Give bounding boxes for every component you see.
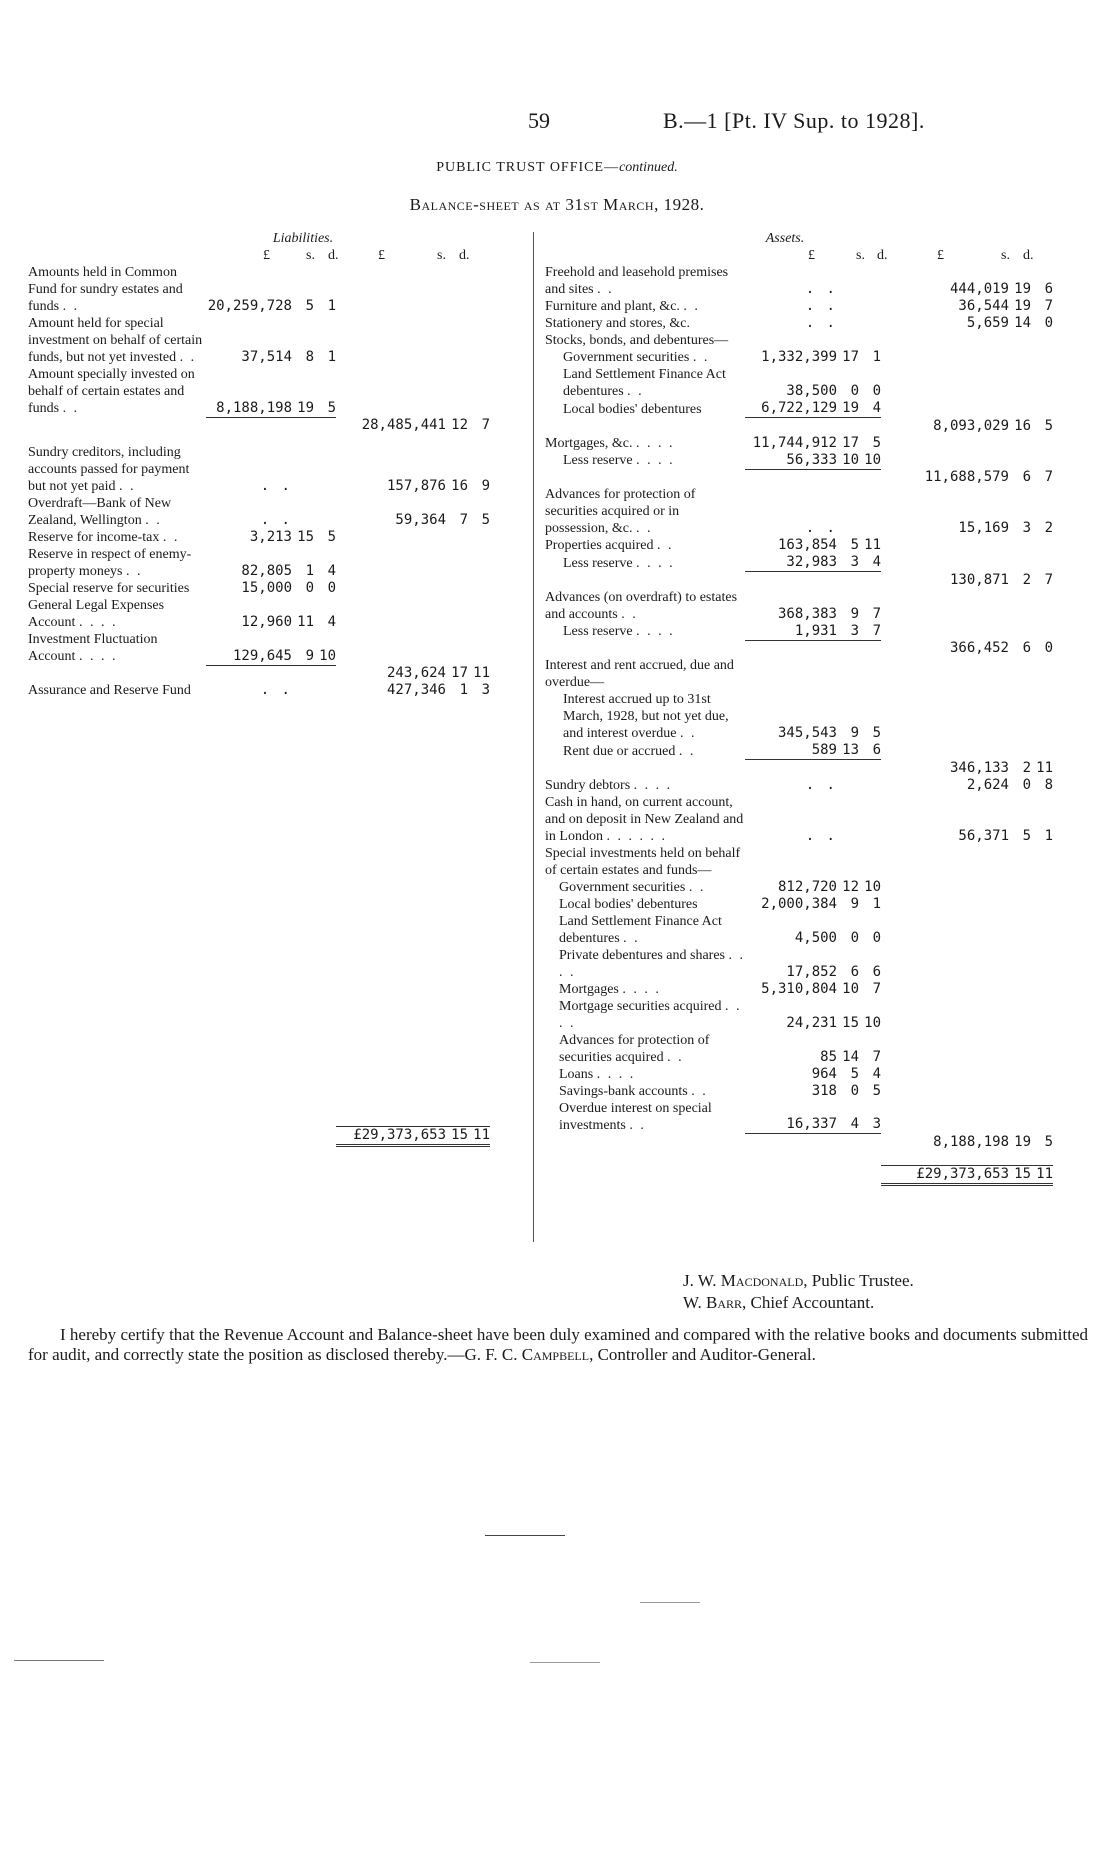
subtotal-row <box>545 760 1053 777</box>
audit-certificate: I hereby certify that the Revenue Account and Balance-sheet have been duly examined and compared with the relative books and documents submitted for audit, and correctly state the position as disclosed thereby.—G. F. C. Campbell, Controller and Auditor-General. <box>28 1325 1088 1364</box>
asset-pence: 6 <box>872 742 881 758</box>
asset-shillings: 5 <box>850 1065 859 1082</box>
liab-total-pence: 11 <box>468 1127 490 1146</box>
liab-label: Reserve for income-tax . . <box>28 530 180 545</box>
asset-pence: 1 <box>872 349 881 365</box>
asset-shillings: 10 <box>842 980 859 997</box>
liab-label: Investment Fluctuation Account . . . . <box>28 632 158 664</box>
liab-pounds: 20,259,728 <box>207 298 292 314</box>
asset-label: Local bodies' debentures <box>559 896 698 912</box>
asset-pounds: 15,169 <box>958 520 1009 536</box>
liabilities-title: Liabilities. <box>272 231 334 246</box>
liab-pence: 5 <box>481 512 490 528</box>
asset-pence: 7 <box>872 980 881 997</box>
asset-label: Private debentures and shares . . . . <box>559 947 745 980</box>
liab-d-header: d. <box>328 248 339 263</box>
liab-pound-header: £ <box>263 248 270 263</box>
asset-pence: 7 <box>872 605 881 622</box>
asset-label: Advances for protection of securities acquired or in possession, &c. . . <box>545 487 696 536</box>
liab-subtotal-pence: 7 <box>481 417 490 433</box>
liab-shillings: 16 <box>451 478 468 494</box>
table-row <box>545 947 1053 981</box>
decorative-rule <box>530 1662 600 1663</box>
column-divider <box>533 232 534 1242</box>
asset-pence: 0 <box>872 929 881 946</box>
table-row <box>28 597 490 631</box>
liab-pounds: 37,514 <box>241 349 292 365</box>
table-row <box>28 264 490 315</box>
assets-column <box>545 230 1053 1186</box>
balance-sheet-title: Balance-sheet as at 31st March, 1928. <box>409 195 705 214</box>
asset-label: Land Settlement Finance Act debentures . . <box>559 913 722 946</box>
asset-pounds: 812,720 <box>777 878 837 895</box>
liab-shillings: 15 <box>297 529 314 545</box>
asset-subtotal-pence: 5 <box>1044 1133 1053 1150</box>
asset-label: Overdue interest on special investments . . <box>559 1100 712 1133</box>
liab-s-header-2: s. <box>437 248 446 263</box>
table-row <box>545 264 1053 298</box>
table-row <box>545 691 1053 742</box>
asset-subtotal-shillings: 2 <box>1022 759 1031 776</box>
asset-pence: 3 <box>872 1116 881 1132</box>
asset-pounds: 4,500 <box>794 929 837 946</box>
table-row <box>545 298 1053 315</box>
subtotal-row <box>28 417 490 434</box>
asset-shillings: 9 <box>850 605 859 622</box>
liab-label: Amounts held in Common Fund for sundry estates and funds . . <box>28 265 183 314</box>
asset-pence: 5 <box>872 1082 881 1099</box>
asset-group-label: Special investments held on behalf of certain estates and funds— <box>545 845 741 878</box>
asset-pounds: 2,000,384 <box>761 895 837 912</box>
table-row <box>545 777 1053 794</box>
asset-pounds: 38,500 <box>786 383 837 399</box>
asset-pence: 7 <box>872 1048 881 1065</box>
subtotal-row <box>545 640 1053 657</box>
asset-label: Mortgage securities acquired . . . . <box>559 998 742 1031</box>
liab-label: Reserve in respect of enemy-property moneys . . <box>28 547 192 579</box>
asset-label: Freehold and leasehold premises and sites . . <box>545 265 729 297</box>
table-row <box>545 794 1053 845</box>
asset-dots: . . <box>805 298 837 314</box>
asset-pence: 10 <box>864 878 881 895</box>
asset-label: Savings-bank accounts . . <box>559 1083 708 1099</box>
decorative-rule <box>14 1660 104 1661</box>
asset-label: Furniture and plant, &c. . . <box>545 299 700 314</box>
asset-subtotal-shillings: 6 <box>1022 640 1031 656</box>
asset-pounds: 444,019 <box>949 281 1009 297</box>
table-row <box>28 546 490 580</box>
asset-subtotal-pounds: 366,452 <box>949 640 1009 656</box>
liab-pence: 3 <box>481 682 490 698</box>
asset-pence: 6 <box>1044 281 1053 297</box>
asset-shillings: 9 <box>850 895 859 912</box>
liab-pound-header-2: £ <box>378 248 385 263</box>
liab-total-shillings: 15 <box>446 1127 468 1146</box>
table-row <box>545 1032 1053 1066</box>
liab-label: Special reserve for securities <box>28 581 190 596</box>
subtotal-row <box>545 1134 1053 1151</box>
asset-pence: 6 <box>872 963 881 980</box>
table-row <box>545 998 1053 1032</box>
asset-dots: . . <box>805 827 837 844</box>
asset-pence: 4 <box>872 1065 881 1082</box>
table-row <box>545 349 1053 366</box>
liab-label: General Legal Expenses Account . . . . <box>28 598 165 630</box>
page-number: 59 <box>528 108 550 133</box>
asset-shillings: 15 <box>842 1014 859 1031</box>
table-row <box>28 529 490 546</box>
asset-shillings: 9 <box>850 725 859 741</box>
liab-shillings: 8 <box>305 349 314 365</box>
asset-shillings: 10 <box>842 451 859 468</box>
table-row <box>545 879 1053 896</box>
liab-d-header-2: d. <box>459 248 470 263</box>
group-header-row <box>545 845 1053 879</box>
asset-label: Advances for protection of securities acquired . . <box>559 1032 710 1065</box>
table-row <box>545 981 1053 998</box>
liab-pounds: 15,000 <box>241 580 292 596</box>
assets-title: Assets. <box>765 231 805 246</box>
liab-shillings: 5 <box>305 298 314 314</box>
liab-shillings: 1 <box>305 563 314 579</box>
table-row <box>28 444 490 495</box>
group-header-row <box>545 657 1053 691</box>
table-row <box>545 1083 1053 1100</box>
table-row <box>545 913 1053 947</box>
asset-shillings: 5 <box>1022 827 1031 844</box>
table-row <box>28 366 490 417</box>
signature-public-trustee: J. W. Macdonald, Public Trustee. <box>683 1271 914 1290</box>
liab-label: Assurance and Reserve Fund <box>28 683 191 698</box>
asset-pence: 11 <box>864 537 881 553</box>
asset-shillings: 4 <box>850 1116 859 1132</box>
liab-pounds: 59,364 <box>395 512 446 528</box>
assets-table <box>545 264 1053 1186</box>
asset-label: Stationery and stores, &c. <box>545 316 691 331</box>
office-name: PUBLIC TRUST OFFICE— <box>436 160 620 175</box>
asset-subtotal-pounds: 346,133 <box>949 759 1009 776</box>
asset-s-header-2: s. <box>1001 248 1010 263</box>
asset-pence: 7 <box>1044 298 1053 314</box>
asset-subtotal-pence: 7 <box>1044 469 1053 485</box>
liab-pence: 4 <box>327 563 336 579</box>
asset-label: Government securities . . <box>559 879 706 895</box>
asset-pounds: 5,659 <box>966 315 1009 331</box>
asset-pounds: 163,854 <box>777 537 837 553</box>
asset-group-label: Interest and rent accrued, due and overdue— <box>545 658 734 690</box>
asset-pounds: 16,337 <box>786 1116 837 1132</box>
subtotal-row <box>545 469 1053 486</box>
liab-pence: 4 <box>327 614 336 630</box>
asset-label: Local bodies' debentures <box>563 401 702 417</box>
asset-subtotal-pence: 5 <box>1044 417 1053 434</box>
asset-pounds: 56,371 <box>958 827 1009 844</box>
asset-subtotal-pounds: 130,871 <box>949 571 1009 588</box>
subtotal-row <box>545 572 1053 589</box>
asset-subtotal-pence: 0 <box>1044 640 1053 656</box>
asset-subtotal-shillings: 16 <box>1014 417 1031 434</box>
total-row <box>28 1127 490 1146</box>
asset-label: Cash in hand, on current account, and on deposit in New Zealand and in London . . . . . . <box>545 794 744 844</box>
liab-label: Amount specially invested on behalf of certain estates and funds . . <box>28 367 195 416</box>
asset-label: Sundry debtors . . . . <box>545 777 673 793</box>
asset-pounds: 2,624 <box>966 776 1009 793</box>
asset-total-pounds: £29,373,653 <box>881 1165 1009 1184</box>
asset-pence: 1 <box>872 895 881 912</box>
asset-label: Advances (on overdraft) to estates and accounts . . <box>545 589 738 622</box>
asset-label: Less reserve . . . . <box>563 624 675 639</box>
table-row <box>28 315 490 366</box>
asset-label: Less reserve . . . . <box>563 453 675 468</box>
asset-d-header: d. <box>877 248 888 263</box>
liab-pence: 9 <box>481 478 490 494</box>
asset-pence: 0 <box>872 383 881 399</box>
asset-pence: 8 <box>1044 776 1053 793</box>
asset-total-pence: 11 <box>1031 1165 1053 1184</box>
liab-pounds: 12,960 <box>241 614 292 630</box>
liab-subtotal-pounds: 28,485,441 <box>361 417 446 433</box>
liab-pounds: 8,188,198 <box>216 399 292 416</box>
assets-column-headers <box>545 247 1053 264</box>
liab-shillings: 7 <box>459 512 468 528</box>
asset-pound-header: £ <box>808 248 815 263</box>
group-header-row <box>545 332 1053 349</box>
liab-subtotal-pounds: 243,624 <box>386 665 446 681</box>
asset-subtotal-shillings: 6 <box>1022 469 1031 485</box>
asset-pounds: 24,231 <box>786 1014 837 1031</box>
asset-group-label: Stocks, bonds, and debentures— <box>545 333 729 348</box>
asset-pounds: 17,852 <box>786 963 837 980</box>
asset-label: Mortgages, &c. . . . . <box>545 435 675 451</box>
asset-pounds: 36,544 <box>958 298 1009 314</box>
asset-total-shillings: 15 <box>1009 1165 1031 1184</box>
table-row <box>545 366 1053 400</box>
table-row <box>545 896 1053 913</box>
asset-pound-header-2: £ <box>937 248 944 263</box>
asset-dots: . . <box>805 315 837 331</box>
asset-shillings: 13 <box>842 742 859 758</box>
liab-shillings: 19 <box>297 399 314 416</box>
liab-subtotal-pence: 11 <box>473 665 490 681</box>
liab-pence: 5 <box>327 399 336 416</box>
asset-shillings: 17 <box>842 349 859 365</box>
liab-label: Overdraft—Bank of New Zealand, Wellington . . <box>28 496 172 528</box>
decorative-rule <box>640 1602 700 1603</box>
asset-shillings: 19 <box>842 400 859 416</box>
asset-shillings: 17 <box>842 434 859 451</box>
table-row <box>545 742 1053 760</box>
asset-shillings: 0 <box>850 383 859 399</box>
asset-subtotal-pounds: 8,093,029 <box>933 417 1009 434</box>
asset-label: Mortgages . . . . <box>559 981 661 997</box>
liab-pounds: 82,805 <box>241 563 292 579</box>
asset-pounds: 32,983 <box>786 554 837 570</box>
asset-label: Government securities . . <box>563 350 710 365</box>
asset-dots: . . <box>805 776 837 793</box>
table-row <box>28 580 490 597</box>
table-row <box>28 495 490 529</box>
asset-pence: 5 <box>872 434 881 451</box>
asset-pence: 2 <box>1044 520 1053 536</box>
asset-pounds: 11,744,912 <box>752 434 837 451</box>
asset-shillings: 3 <box>850 622 859 639</box>
asset-label: Land Settlement Finance Act debentures . . <box>563 367 726 399</box>
asset-label: Interest accrued up to 31st March, 1928, but not yet due, and interest overdue . . <box>563 692 729 741</box>
liab-label: Sundry creditors, including accounts passed for payment but not yet paid . . <box>28 445 190 494</box>
asset-pence: 10 <box>864 451 881 468</box>
signatures <box>683 1270 914 1314</box>
liab-dots: . . <box>260 512 292 528</box>
table-row <box>545 537 1053 554</box>
document-reference: B.—1 [Pt. IV Sup. to 1928]. <box>663 108 925 133</box>
asset-shillings: 5 <box>850 537 859 553</box>
liab-pence: 1 <box>327 349 336 365</box>
table-row <box>28 682 490 699</box>
asset-pounds: 6,722,129 <box>761 400 837 416</box>
asset-pounds: 368,383 <box>777 605 837 622</box>
asset-pounds: 85 <box>820 1048 837 1065</box>
liabilities-column <box>28 230 514 1147</box>
page-header <box>0 108 1114 138</box>
liab-dots: . . <box>260 478 292 494</box>
asset-shillings: 0 <box>1022 776 1031 793</box>
liab-subtotal-shillings: 12 <box>451 417 468 433</box>
asset-pounds: 1,332,399 <box>761 349 837 365</box>
liab-pence: 10 <box>319 647 336 664</box>
table-row <box>545 486 1053 537</box>
liab-shillings: 0 <box>305 580 314 596</box>
asset-label: Less reserve . . . . <box>563 555 675 571</box>
subtotal-row <box>28 665 490 682</box>
asset-pounds: 345,543 <box>777 725 837 741</box>
table-row <box>545 1100 1053 1134</box>
table-row <box>545 589 1053 623</box>
asset-pence: 1 <box>1044 827 1053 844</box>
liab-total-pounds: £29,373,653 <box>336 1127 446 1146</box>
asset-shillings: 19 <box>1014 281 1031 297</box>
asset-pence: 0 <box>1044 315 1053 331</box>
asset-subtotal-pounds: 8,188,198 <box>933 1133 1009 1150</box>
liab-pounds: 427,346 <box>386 682 446 698</box>
table-row <box>545 435 1053 452</box>
asset-shillings: 3 <box>850 554 859 570</box>
asset-pounds: 5,310,804 <box>761 980 837 997</box>
asset-shillings: 3 <box>1022 520 1031 536</box>
asset-pounds: 1,931 <box>794 622 837 639</box>
asset-shillings: 19 <box>1014 298 1031 314</box>
asset-subtotal-shillings: 2 <box>1022 571 1031 588</box>
liab-pence: 0 <box>327 580 336 596</box>
liab-subtotal-shillings: 17 <box>451 665 468 681</box>
table-row <box>545 554 1053 572</box>
asset-d-header-2: d. <box>1023 248 1034 263</box>
table-row <box>545 452 1053 470</box>
liab-shillings: 9 <box>305 647 314 664</box>
liab-pounds: 157,876 <box>386 478 446 494</box>
asset-subtotal-shillings: 19 <box>1014 1133 1031 1150</box>
subtotal-row <box>545 418 1053 435</box>
liab-shillings: 1 <box>459 682 468 698</box>
liab-shillings: 11 <box>297 614 314 630</box>
asset-shillings: 14 <box>1014 315 1031 331</box>
asset-pence: 5 <box>872 725 881 741</box>
liab-dots: . . <box>260 682 292 698</box>
table-row <box>28 631 490 665</box>
liab-pence: 5 <box>327 529 336 545</box>
asset-dots: . . <box>805 281 837 297</box>
table-row <box>545 400 1053 418</box>
asset-pounds: 56,333 <box>786 451 837 468</box>
signature-chief-accountant: W. Barr, Chief Accountant. <box>683 1293 875 1312</box>
liab-pounds: 3,213 <box>249 529 292 545</box>
asset-shillings: 0 <box>850 1082 859 1099</box>
asset-label: Properties acquired . . <box>545 538 674 553</box>
asset-shillings: 14 <box>842 1048 859 1065</box>
liabilities-column-headers <box>28 247 514 264</box>
asset-pence: 7 <box>872 622 881 639</box>
asset-pounds: 318 <box>811 1082 837 1099</box>
asset-s-header: s. <box>856 248 865 263</box>
decorative-rule <box>485 1535 565 1536</box>
asset-pence: 4 <box>872 554 881 570</box>
liabilities-table <box>28 264 490 1147</box>
asset-shillings: 0 <box>850 929 859 946</box>
asset-pounds: 589 <box>811 742 837 758</box>
table-row <box>545 315 1053 332</box>
liab-label: Amount held for special investment on behalf of certain funds, but not yet invested . . <box>28 316 203 365</box>
asset-subtotal-pence: 11 <box>1036 759 1053 776</box>
asset-label: Rent due or accrued . . <box>563 743 696 759</box>
office-heading <box>0 160 1114 176</box>
asset-pence: 10 <box>864 1014 881 1031</box>
asset-label: Loans . . . . <box>559 1066 636 1082</box>
asset-subtotal-pence: 7 <box>1044 571 1053 588</box>
asset-shillings: 6 <box>850 963 859 980</box>
liab-s-header: s. <box>306 248 315 263</box>
asset-subtotal-pounds: 11,688,579 <box>924 469 1009 485</box>
table-row <box>545 1066 1053 1083</box>
liab-pounds: 129,645 <box>232 647 292 664</box>
asset-dots: . . <box>805 520 837 536</box>
liab-pence: 1 <box>327 298 336 314</box>
table-row <box>545 623 1053 641</box>
asset-pounds: 964 <box>811 1065 837 1082</box>
office-suffix: continued. <box>619 160 678 175</box>
asset-pence: 4 <box>872 400 881 416</box>
total-row <box>545 1165 1053 1184</box>
asset-shillings: 12 <box>842 878 859 895</box>
